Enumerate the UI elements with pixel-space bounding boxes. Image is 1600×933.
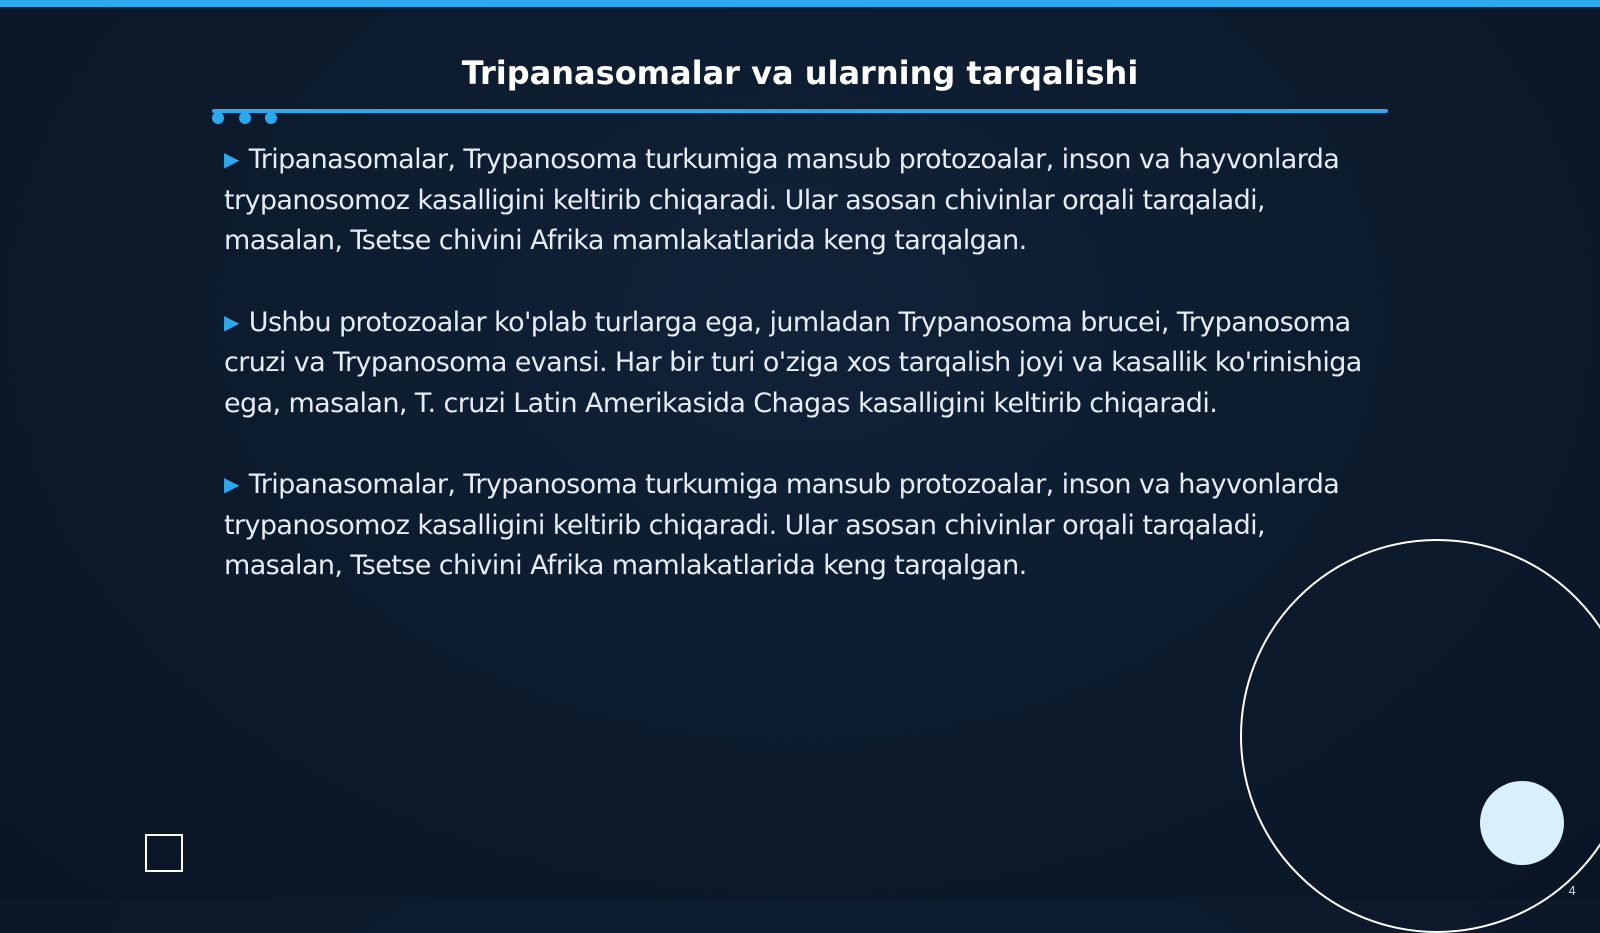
bullet-paragraph-1 [224, 139, 1374, 262]
paragraph-text: Tripanasomalar, Trypanosoma turkumiga mansub protozoalar, inson va hayvonlarda trypanosomoz kasalligini keltirib chiqaradi. Ular asosan chivinlar orqali tarqaladi, masalan, Tsetse chivini Afrika mamlakatlarida keng tarqalgan. [224, 144, 1340, 256]
slide-content [224, 139, 1374, 627]
page-number: 4 [1568, 884, 1576, 898]
bullet-arrow-icon: ▶ [224, 309, 239, 334]
bullet-arrow-icon: ▶ [224, 472, 239, 496]
bullet-paragraph-3 [224, 464, 1374, 587]
bullet-paragraph-2 [224, 302, 1374, 425]
decorative-dot [239, 112, 251, 124]
title-underline [212, 109, 1388, 113]
bullet-arrow-icon: ▶ [224, 147, 239, 171]
decorative-dot [265, 112, 277, 124]
top-accent-bar [0, 0, 1600, 7]
paragraph-text: Ushbu protozoalar ko'plab turlarga ega, jumladan Trypanosoma brucei, Trypanosoma cruzi va Trypanosoma evansi. Har bir turi o'ziga xos tarqalish joyi va kasallik ko'rinishiga ega, masalan, T. cruzi Latin Amerikasida Chagas kasalligini keltirib chiqaradi. [224, 306, 1362, 419]
decorative-dot [212, 112, 224, 124]
decorative-circle-filled [1480, 781, 1564, 865]
paragraph-text: Tripanasomalar, Trypanosoma turkumiga mansub protozoalar, inson va hayvonlarda trypanosomoz kasalligini keltirib chiqaradi. Ular asosan chivinlar orqali tarqaladi, masalan, Tsetse chivini Afrika mamlakatlarida keng tarqalgan. [224, 469, 1340, 581]
decorative-square [145, 834, 183, 872]
slide-title: Tripanasomalar va ularning tarqalishi [461, 54, 1139, 92]
